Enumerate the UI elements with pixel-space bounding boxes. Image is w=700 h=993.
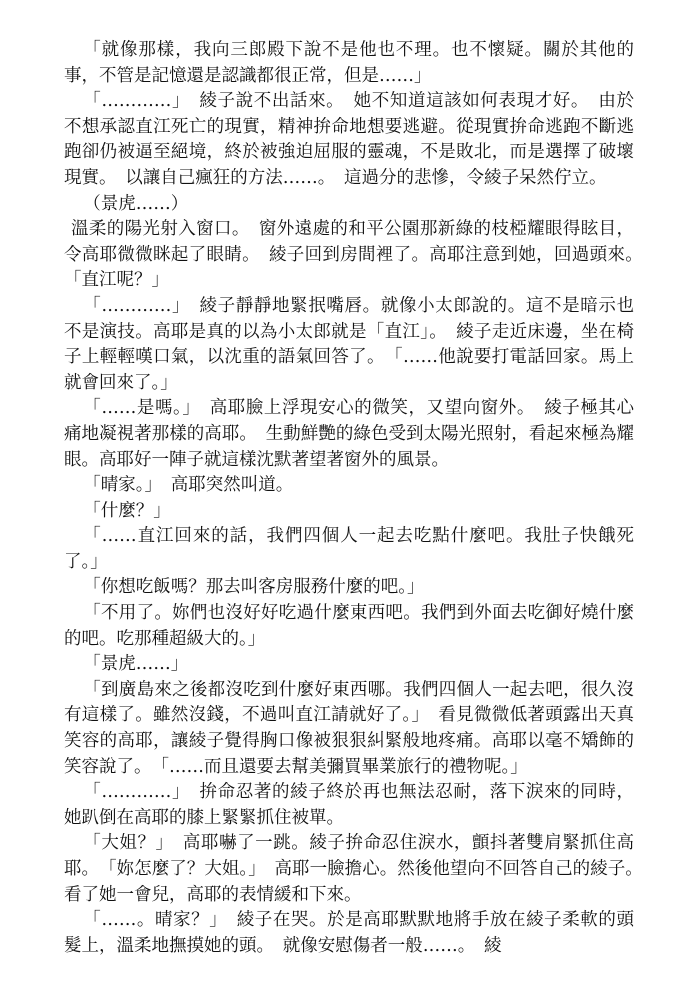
paragraph-10: 「你想吃飯嗎？那去叫客房服務什麼的吧。」	[83, 577, 425, 598]
paragraph-11: 「不用了。妳們也沒好好吃過什麼東西吧。我們到外面去吃御好燒什麼的吧。吃那種超級大的。」	[64, 603, 634, 649]
paragraph-1: 「就像那樣，我向三郎殿下說不是他也不理。也不懷疑。關於其他的事，不管是記憶還是認識都很正常，但是……」	[64, 40, 634, 86]
paragraph-12: 「景虎……」	[83, 654, 189, 675]
paragraph-6: 「……是嗎。」 高耶臉上浮現安心的微笑，又望向窗外。 綾子極其心痛地凝視著那樣的高耶。 生動鮮艷的綠色受到太陽光照射，看起來極為耀眼。高耶好一陣子就這樣沈默著望著窗外的風景。	[64, 398, 634, 470]
paragraph-13: 「到廣島來之後都沒吃到什麼好東西哪。我們四個人一起去吧，很久沒有這樣了。雖然沒錢，不過叫直江請就好了。」 看見微微低著頭露出天真笑容的高耶，讓綾子覺得胸口像被狠狠糾緊般地疼痛。高耶以毫不矯飾的笑容說了。 「……而且還要去幫美彌買畢業旅行的禮物呢。」	[64, 679, 634, 777]
page-text	[64, 38, 652, 959]
paragraph-2: 「…………」 綾子說不出話來。 她不知道這該如何表現才好。 由於不想承認直江死亡的現實，精神拚命地想要逃避。從現實拚命逃跑不斷逃跑卻仍被逼至絕境，終於被強迫屈服的靈魂，不是敗北，而是選擇了破壞現實。 以讓自己瘋狂的方法……。 這過分的悲慘，令綾子呆然佇立。	[64, 91, 634, 188]
paragraph-4: 溫柔的陽光射入窗口。 窗外遠處的和平公園那新綠的枝椏耀眼得眩目，令高耶微微眯起了眼睛。 綾子回到房間裡了。高耶注意到她，回過頭來。 「直江呢？」	[64, 219, 652, 291]
paragraph-9: 「……直江回來的話，我們四個人一起去吃點什麼吧。我肚子快餓死了。」	[64, 526, 634, 572]
paragraph-8: 「什麼？」	[83, 500, 171, 521]
paragraph-3: （景虎……）	[83, 193, 189, 214]
paragraph-5: 「…………」 綾子靜靜地緊抿嘴唇。就像小太郎說的。這不是暗示也不是演技。高耶是真的以為小太郎就是「直江」。 綾子走近床邊，坐在椅子上輕輕嘆口氣，以沈重的語氣回答了。 「……他說要打電話回家。馬上就會回來了。」	[64, 295, 634, 393]
paragraph-15: 「大姐？」 高耶嚇了一跳。綾子拚命忍住淚水，顫抖著雙肩緊抓住高耶。 「妳怎麼了？大姐。」 高耶一臉擔心。然後他望向不回答自己的綾子。 看了她一會兒，高耶的表情緩和下來。	[64, 833, 652, 905]
paragraph-7: 「晴家。」 高耶突然叫道。	[83, 475, 294, 496]
paragraph-14: 「…………」 拚命忍著的綾子終於再也無法忍耐，落下淚來的同時，她趴倒在高耶的膝上緊緊抓住被單。	[64, 782, 634, 828]
paragraph-16: 「……。晴家？」 綾子在哭。於是高耶默默地將手放在綾子柔軟的頭髮上，溫柔地撫摸她的頭。 就像安慰傷者一般……。 綾	[64, 910, 634, 956]
